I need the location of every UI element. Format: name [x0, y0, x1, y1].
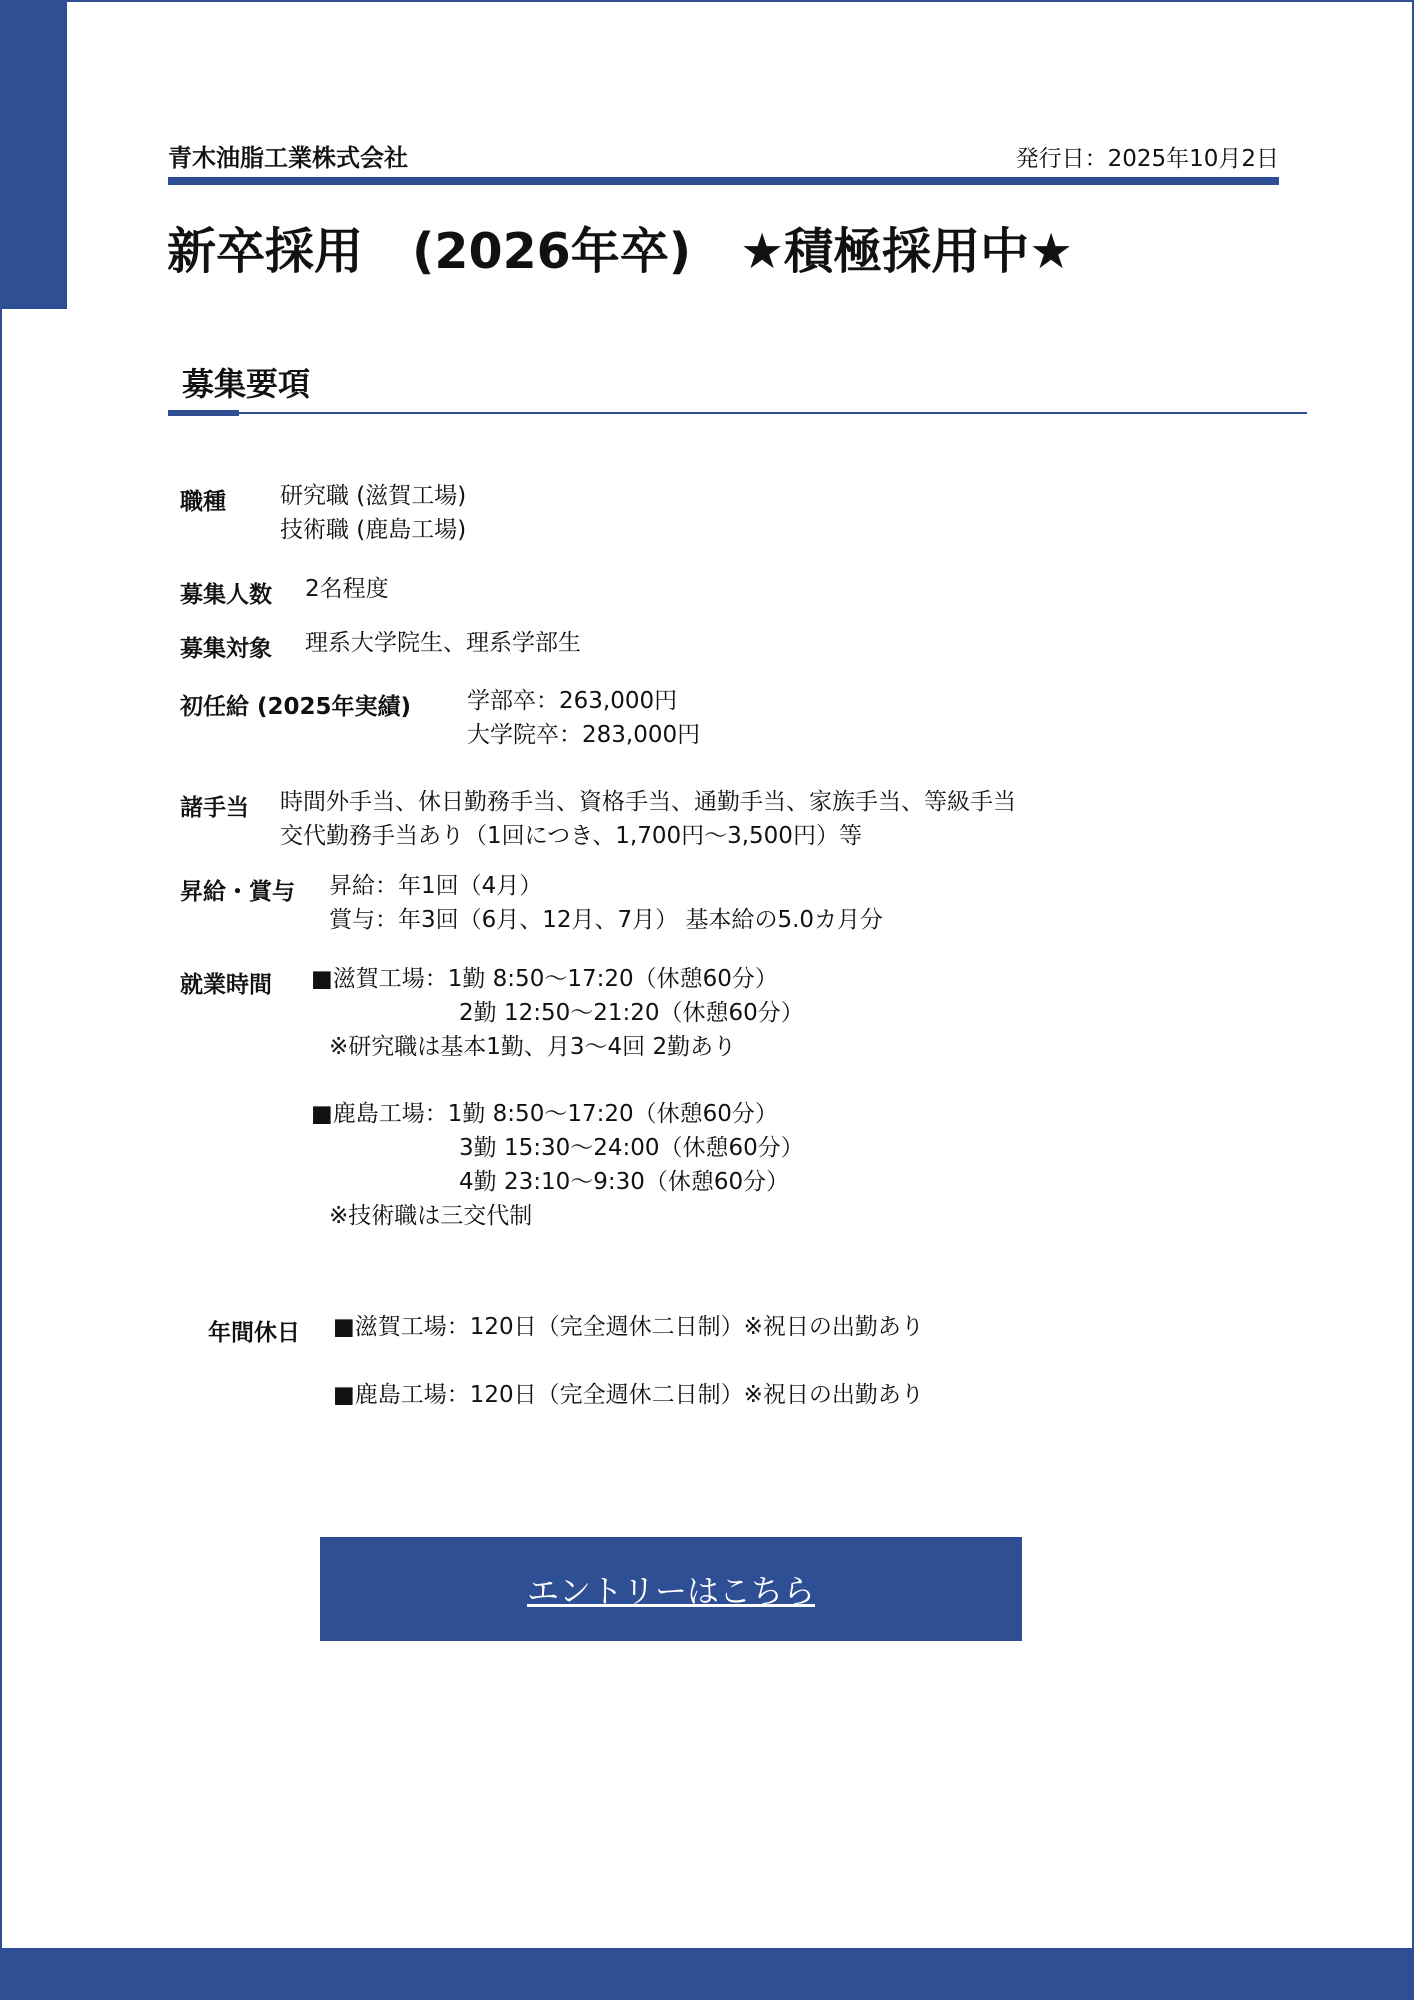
- holidays-label: 年間休日: [208, 1320, 300, 1346]
- salary-line: 学部卒：263,000円: [467, 688, 678, 714]
- holidays-shiga: ■滋賀工場：120日（完全週休二日制）※祝日の出勤あり: [333, 1314, 924, 1340]
- headcount-value: 2名程度: [305, 576, 389, 602]
- bottom-accent-bar: [0, 1948, 1414, 2000]
- job-type-value: [280, 479, 466, 547]
- hours-shiga-note: ※研究職は基本1勤、月3～4回 2勤あり: [329, 1034, 737, 1060]
- allowances-line: 時間外手当、休日勤務手当、資格手当、通勤手当、家族手当、等級手当: [280, 789, 1016, 815]
- allowances-label: 諸手当: [180, 795, 249, 821]
- allowances-line: 交代勤務手当あり（1回につき、1,700円～3,500円）等: [280, 823, 862, 849]
- raise-bonus-value: [329, 869, 883, 937]
- headcount-label: 募集人数: [180, 582, 272, 608]
- hours-shiga-head: ■滋賀工場：1勤 8:50～17:20（休憩60分）: [311, 966, 778, 992]
- company-name: 青木油脂工業株式会社: [168, 144, 408, 172]
- raise-bonus-label: 昇給・賞与: [180, 879, 295, 905]
- target-label: 募集対象: [180, 636, 272, 662]
- section-divider: [168, 412, 1307, 414]
- holidays-kashima: ■鹿島工場：120日（完全週休二日制）※祝日の出勤あり: [333, 1382, 924, 1408]
- allowances-value: [280, 785, 1016, 853]
- hours-kashima-note: ※技術職は三交代制: [329, 1203, 533, 1229]
- page-title: 新卒採用 (2026年卒) ★積極採用中★: [167, 223, 1074, 280]
- target-value: 理系大学院生、理系学部生: [305, 630, 581, 656]
- raise-bonus-line: 昇給：年1回（4月）: [329, 873, 543, 899]
- salary-label: 初任給 (2025年実績): [180, 694, 412, 720]
- header-divider: [168, 177, 1279, 185]
- hours-kashima-shift4: 4勤 23:10～9:30（休憩60分）: [459, 1169, 790, 1195]
- raise-bonus-line: 賞与：年3回（6月、12月、7月） 基本給の5.0カ月分: [329, 907, 884, 933]
- section-title: 募集要項: [182, 365, 311, 403]
- hours-kashima-head: ■鹿島工場：1勤 8:50～17:20（休憩60分）: [311, 1101, 778, 1127]
- hours-shiga-shift2: 2勤 12:50～21:20（休憩60分）: [459, 1000, 804, 1026]
- entry-button[interactable]: [320, 1537, 1022, 1641]
- job-type-label: 職種: [180, 489, 226, 515]
- job-type-line: 研究職 (滋賀工場): [280, 483, 467, 509]
- side-accent-bar: [0, 0, 67, 309]
- salary-value: [467, 684, 700, 752]
- issue-date: 発行日：2025年10月2日: [1015, 146, 1279, 172]
- section-divider-accent: [168, 410, 239, 416]
- entry-button-label[interactable]: エントリーはこちら: [526, 1572, 815, 1610]
- job-type-line: 技術職 (鹿島工場): [280, 517, 467, 543]
- hours-kashima-shift3: 3勤 15:30～24:00（休憩60分）: [459, 1135, 804, 1161]
- salary-line: 大学院卒：283,000円: [467, 722, 701, 748]
- hours-label: 就業時間: [180, 972, 272, 998]
